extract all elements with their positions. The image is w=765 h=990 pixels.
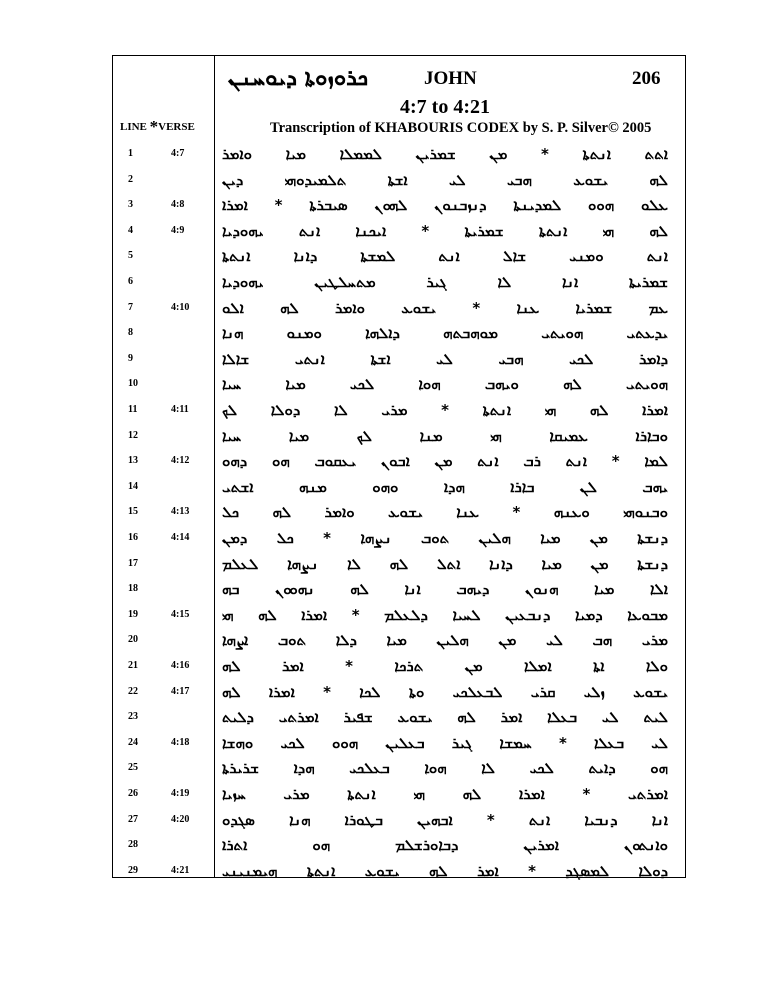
syriac-line-text: ܐܢܐ ܕܢܒܝܐ ܐܢܬ * ܐܒܗܝܢ ܒܛܘܪܐ ܗܢܐ ܣܓܕܘ [222,810,668,829]
syriac-line-text: ܗܘܝܬܝ ܠܗ ܘܝܗܒ ܗܘܐ ܠܟܝ ܡܝܐ ܚܝܐ [222,375,668,394]
verse-reference: 4:9 [171,224,185,236]
syriac-line-text: ܝܗܒ ܠܢ ܒܐܪܐ ܗܕܐ ܘܗܘ ܡܢܗ ܐܫܬܝ [222,477,668,496]
line-number: 23 [128,711,138,723]
column-headers [120,117,195,137]
line-number: 13 [128,455,138,467]
verse-reference: 4:10 [171,301,190,313]
verse-reference: 4:21 [171,864,190,876]
verse-column-header: VERSE [158,121,195,133]
line-number: 16 [128,532,138,543]
syriac-line-text: ܐܬܬ ܐܢܬܬܐ * ܡܢ ܫܡܪܝܢ ܠܡܡܠܐ ܡܝܐ ܘܐܡܪ [222,145,668,163]
table-row [0,782,765,808]
line-number: 22 [128,685,138,697]
table-row [0,424,765,450]
line-number: 24 [128,736,138,748]
verse-reference: 4:8 [171,199,185,211]
line-number: 3 [128,199,133,211]
table-row [0,577,765,603]
syriac-line-text: ܥܠܘ ܗܘܘ ܠܡܕܝܢܬܐ ܕܢܙܒܢܘܢ ܠܗܘܢ ܣܝܒܪܬܐ * ܐܡܪܐ [222,196,668,215]
syriac-line-text: ܐܡܪܬܝ * ܐܡܪܐ ܠܗ ܗܝ ܐܢܬܬܐ ܡܪܝ ܚܙܝܐ [222,785,668,803]
line-number: 18 [128,583,138,595]
syriac-line-text: ܕܐܡܪ ܠܟܝ ܗܒܝ ܠܝ ܐܫܬܐ ܐܢܬܝ ܫܐܠܐ [222,349,668,368]
syriac-line-text: ܠܝܬ ܠܝ ܒܥܠܐ ܐܡܪ ܠܗ ܝܫܘܥ ܫܦܝܪ ܐܡܪܬܝ ܕܠܝܬ [222,708,668,727]
table-row [0,168,765,194]
verse-reference: 4:19 [171,788,190,799]
syriac-line-text: ܕܢܫܬܐ ܡܢ ܡܝܐ ܗܠܝܢ ܬܘܒ ܢܨܗܐ * ܟܠ ܕܡܢ [222,529,668,547]
line-number: 5 [128,250,133,262]
syriac-line-text: ܐܡܪܐ ܠܗ ܗܝ ܐܢܬܬܐ * ܡܪܝ ܠܐ ܕܘܠܐ ܠܟ [222,401,668,419]
table-row [0,628,765,654]
line-number: 2 [128,173,133,185]
table-row [0,808,765,834]
line-number: 17 [128,557,138,569]
syriac-line-text: ܠܗ ܗܝ ܐܢܬܬܐ ܫܡܪܝܬܐ * ܐܝܟܢܐ ܐܢܬ ܝܗܘܕܝܐ [222,221,668,240]
table-row [0,372,765,398]
syriac-line-text: ܕܘܠܐ ܠܡܣܓܕ * ܐܡܪ ܠܗ ܝܫܘܥ ܐܢܬܬܐ ܗܝܡܢܝܢܝ [222,861,668,880]
star-marker: * [149,117,159,136]
table-row [0,680,765,706]
line-number: 9 [128,352,133,364]
syriac-line-text: ܘܐܢܬܘܢ ܐܡܪܝܢ ܕܒܐܘܪܫܠܡ ܗܘ ܐܬܪܐ [222,836,668,855]
table-row [0,705,765,731]
verse-reference: 4:7 [171,148,185,159]
line-number: 15 [128,506,138,518]
table-row [0,833,765,859]
line-number: 21 [128,660,138,671]
table-row [0,142,765,168]
syriac-line-text: ܡܒܘܥܐ ܕܡܝܐ ܕܢܒܥܝܢ ܠܚܝܐ ܕܠܥܠܡ * ܐܡܪܐ ܠܗ ܗܝ [222,605,668,624]
line-number: 29 [128,864,138,876]
table-row [0,654,765,680]
syriac-title: ܟܪܘܙܘܬܐ ܕܝܘܚܢܢ [228,66,369,91]
line-number: 28 [128,839,138,851]
line-column-header: LINE [120,121,150,133]
line-number: 10 [128,378,138,390]
book-title: JOHN [424,68,477,89]
line-number: 19 [128,608,138,620]
table-row [0,475,765,501]
syriac-line-text: ܫܡܪܝܬܐ ܐܢܐ ܠܐ ܓܝܪ ܡܬܚܠܛܝܢ ܝܗܘܕܝܐ [222,273,668,291]
table-row [0,193,765,219]
transcription-credit: Transcription of KHABOURIS CODEX by S. P. Silver© 2005 [270,120,652,136]
table-row [0,603,765,629]
table-row [0,244,765,270]
syriac-line-text: ܘܒܢܘܗܝ ܘܥܢܗ * ܥܢܐ ܝܫܘܥ ܘܐܡܪ ܠܗ ܟܠ [222,503,668,522]
syriac-line-text: ܠܡܐ * ܐܢܬ ܪܒ ܐܢܬ ܡܢ ܐܒܘܢ ܝܥܩܘܒ ܗܘ ܕܗܘ [222,452,668,471]
syriac-line-text: ܐܢܬ ܘܡܢܝ ܫܐܠ ܐܢܬ ܠܡܫܬܐ ܕܐܢܐ ܐܢܬܬܐ [222,247,668,266]
line-number: 8 [128,327,133,339]
table-row [0,756,765,782]
verse-reference: 4:12 [171,455,190,467]
table-row [0,398,765,424]
table-row [0,219,765,245]
syriac-line-text: ܝܫܘܥ ܙܠܝ ܩܪܝ ܠܒܥܠܟܝ ܘܬܐ ܠܟܐ * ܐܡܪܐ ܠܗ [222,682,668,701]
line-number: 20 [128,634,138,646]
line-number: 6 [128,276,133,287]
line-number: 11 [128,404,138,415]
table-row [0,449,765,475]
verse-reference: 4:11 [171,404,189,415]
table-row [0,347,765,373]
verse-reference: 4:17 [171,685,190,697]
table-row [0,859,765,885]
line-number: 1 [128,148,133,159]
syriac-line-text: ܘܠܐ ܐܬܐ ܐܡܠܐ ܡܢ ܬܪܟܐ * ܐܡܪ ܠܗ [222,657,668,675]
syriac-line-text: ܘܒܐܪܐ ܥܡܝܩܐ ܗܝ ܡܢܐ ܠܟ ܡܝܐ ܚܝܐ [222,426,668,445]
syriac-line-text: ܥܡ ܫܡܪܝܐ ܥܢܐ * ܝܫܘܥ ܘܐܡܪ ܠܗ ܐܠܘ [222,298,668,317]
line-number: 14 [128,480,138,492]
page-number: 206 [632,68,661,89]
verse-reference: 4:20 [171,813,190,825]
verse-reference: 4:15 [171,608,190,620]
line-number: 27 [128,813,138,825]
table-row [0,270,765,296]
verse-reference: 4:18 [171,736,190,748]
line-number: 7 [128,301,133,313]
syriac-line-text: ܝܕܥܬܝ ܗܘܝܬܝ ܡܘܗܒܬܗ ܕܐܠܗܐ ܘܡܢܘ ܗܢܐ [222,324,668,343]
line-number: 12 [128,429,138,441]
line-number: 25 [128,762,138,774]
table-row [0,500,765,526]
syriac-line-text: ܠܝ ܒܥܠܐ * ܚܡܫܐ ܓܝܪ ܒܥܠܝܢ ܗܘܘ ܠܟܝ ܘܗܫܐ [222,733,668,752]
verse-reference: 4:14 [171,532,190,543]
syriac-line-text: ܠܗ ܝܫܘܥ ܗܒܝ ܠܝ ܐܫܬܐ ܬܠܡܝܕܘܗܝ ܕܝܢ [222,170,668,189]
syriac-line-text: ܐܠܐ ܡܝܐ ܗܢܘܢ ܕܝܗܒ ܐܢܐ ܠܗ ܢܗܘܘܢ ܒܗ [222,580,668,599]
table-row [0,526,765,552]
table-row [0,296,765,322]
table-row [0,552,765,578]
syriac-line-text: ܕܢܫܬܐ ܡܢ ܡܝܐ ܕܐܢܐ ܐܬܠ ܠܗ ܠܐ ܢܨܗܐ ܠܥܠܡ [222,554,668,573]
line-number: 4 [128,224,133,236]
verse-range: 4:7 to 4:21 [400,96,490,118]
verse-reference: 4:13 [171,506,190,518]
syriac-line-text: ܡܪܝ ܗܒ ܠܝ ܡܢ ܗܠܝܢ ܡܝܐ ܕܠܐ ܬܘܒ ܐܨܗܐ [222,631,668,650]
verse-reference: 4:16 [171,660,190,671]
line-number: 26 [128,788,138,799]
table-row [0,321,765,347]
table-row [0,731,765,757]
syriac-line-text: ܗܘ ܕܐܝܬ ܠܟܝ ܠܐ ܗܘܐ ܒܥܠܟܝ ܗܕܐ ܫܪܝܪܬܐ [222,759,668,778]
